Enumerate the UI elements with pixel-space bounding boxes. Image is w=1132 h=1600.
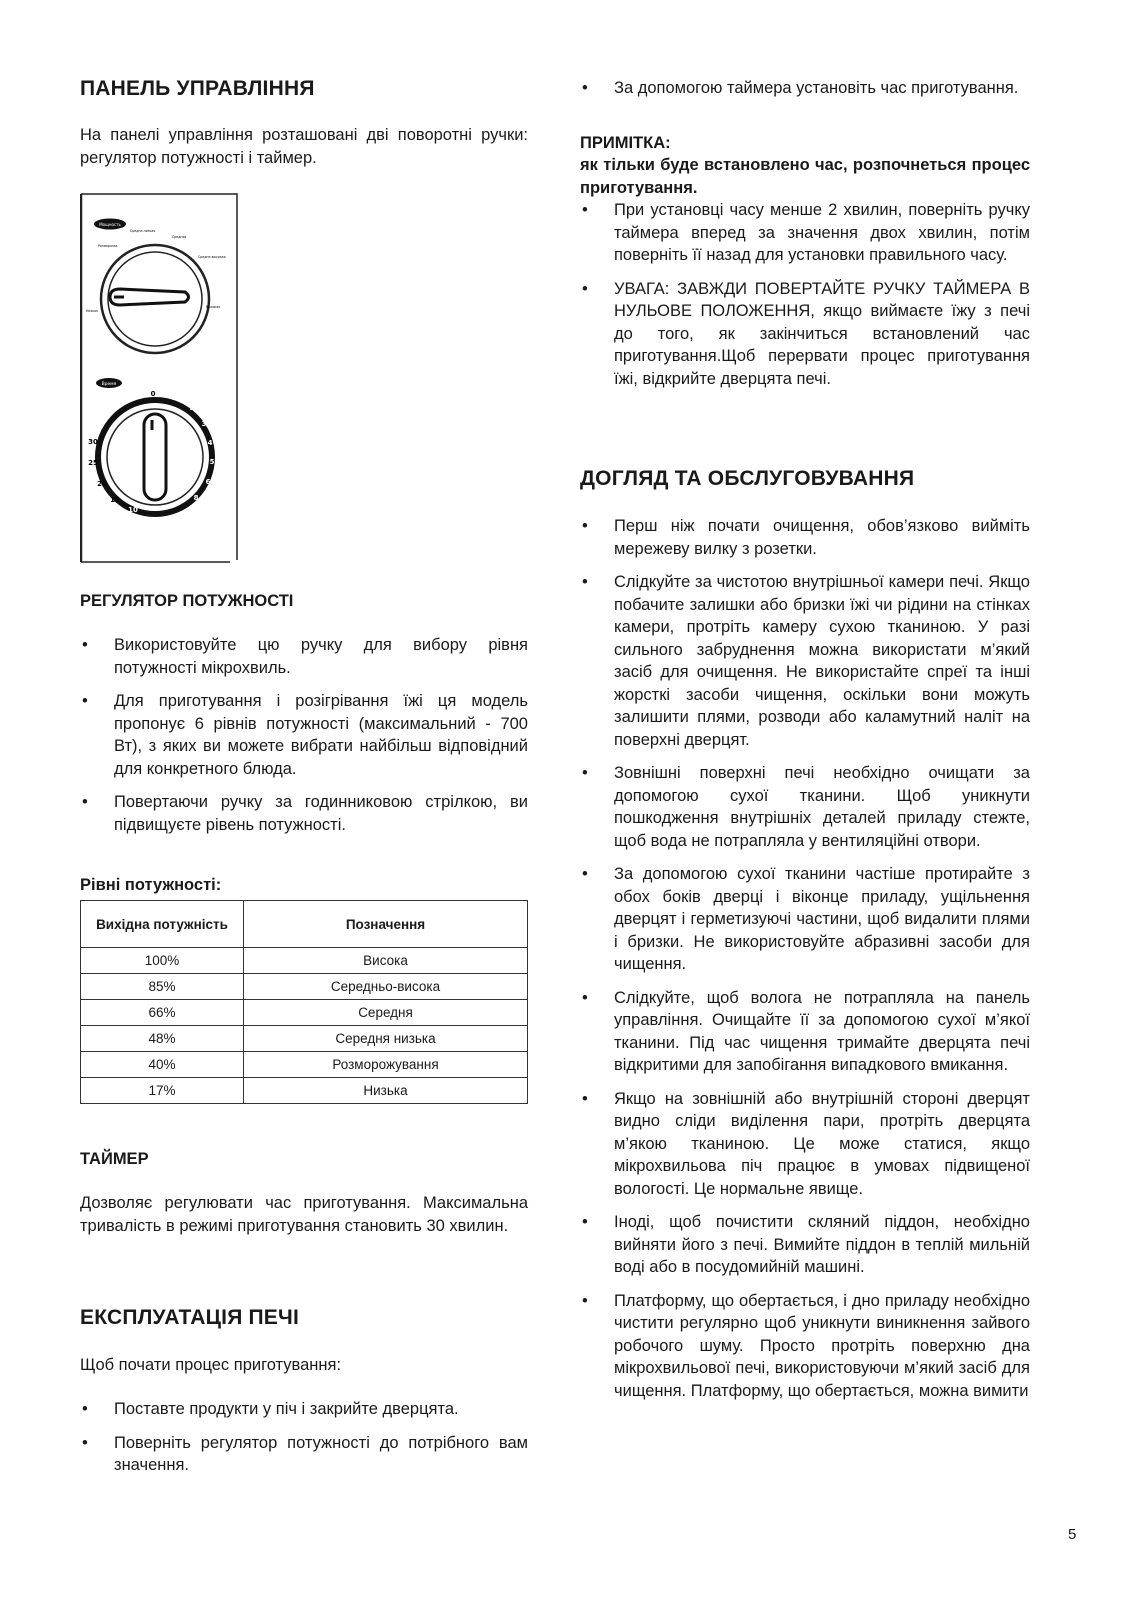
- power-label-low: Низкая: [86, 309, 98, 313]
- table-cell: Низька: [244, 1078, 528, 1104]
- table-cell: 48%: [81, 1026, 244, 1052]
- svg-text:0: 0: [150, 390, 156, 398]
- operation-bullet-list: [80, 1398, 528, 1488]
- list-item: • Повертаючи ручку за годинниковою стрілкою, ви підвищуєте рівень потужності.: [80, 791, 528, 836]
- power-label-med-low: Средне-низкая: [130, 229, 156, 233]
- svg-text:20: 20: [97, 480, 107, 488]
- list-item: • За допомогою таймера установіть час приготування.: [580, 77, 1030, 100]
- table-cell: 66%: [81, 1000, 244, 1026]
- power-levels-title: Рівні потужності:: [80, 876, 222, 894]
- table-row: [81, 1000, 528, 1026]
- timer-badge-label: Время: [101, 382, 117, 387]
- svg-text:15: 15: [110, 496, 120, 504]
- heading-power-regulator: РЕГУЛЯТОР ПОТУЖНОСТІ: [80, 592, 294, 610]
- table-row: [81, 1078, 528, 1104]
- power-label-medium: Средняя: [172, 235, 187, 239]
- power-label-defrost: Разморозка: [98, 244, 118, 248]
- table-cell: 85%: [81, 974, 244, 1000]
- svg-text:5: 5: [209, 458, 215, 466]
- table-row: [81, 974, 528, 1000]
- column-header-output: Вихідна потужність: [81, 901, 244, 948]
- list-item: • Слідкуйте за чистотою внутрішньої камери печі. Якщо побачите залишки або бризки їжі чи рідини на стінках камери, протріть камеру сухою тканиною. У разі сильного забруднення можна використати м’який засіб для очищення. Не використайте спреї та інші жорсткі засоби чищення, оскільки вони можуть залишити плями, розводи або каламутний наліт на поверхні дверцят.: [580, 571, 1030, 751]
- table-row: [81, 948, 528, 974]
- note-bullet-list: [580, 199, 1030, 401]
- operation-intro: Щоб почати процес приготування:: [80, 1356, 342, 1374]
- svg-text:3: 3: [201, 420, 207, 428]
- power-bullet-list: [80, 634, 528, 847]
- table-cell: Розморожування: [244, 1052, 528, 1078]
- table-cell: Середньо-висока: [244, 974, 528, 1000]
- svg-text:4: 4: [207, 439, 213, 447]
- list-item: • Слідкуйте, щоб волога не потрапляла на панель управління. Очищайте її за допомогою сухої м’якої тканини. Під час чищення тримайте дверцята печі відкритими для запобігання випадкового вмикання.: [580, 987, 1030, 1077]
- list-item: • Перш ніж почати очищення, обов’язково вийміть мережеву вилку з розетки.: [580, 515, 1030, 560]
- svg-text:30: 30: [88, 438, 98, 446]
- list-item: • Іноді, щоб почистити скляний піддон, необхідно вийняти його з печі. Вимийте піддон в теплій мильній воді або в посудомийній машині.: [580, 1211, 1030, 1279]
- column-header-designation: Позначення: [244, 901, 528, 948]
- list-item: • Зовнішні поверхні печі необхідно очищати за допомогою сухої тканини. Щоб уникнути пошкодження внутрішніх деталей приладу стежте, щоб вода не потрапляла у вентиляційні отвори.: [580, 762, 1030, 852]
- svg-text:25: 25: [88, 459, 98, 467]
- svg-text:10: 10: [128, 506, 138, 514]
- page-number: 5: [1068, 1526, 1077, 1543]
- table-row: [81, 1026, 528, 1052]
- power-knob: [101, 245, 209, 353]
- svg-text:6: 6: [205, 478, 211, 486]
- list-item: • Використовуйте цю ручку для вибору рівня потужності мікрохвиль.: [80, 634, 528, 679]
- svg-text:1: 1: [171, 394, 177, 402]
- table-cell: 40%: [81, 1052, 244, 1078]
- note-label: ПРИМІТКА:: [580, 134, 671, 152]
- note-text: як тільки буде встановлено час, розпочнеться процес приготування.: [580, 156, 1030, 197]
- intro-text: На панелі управління розташовані дві поворотні ручки: регулятор потужності і таймер.: [80, 126, 528, 167]
- list-item: • Для приготування і розігрівання їжі ця модель пропонує 6 рівнів потужності (максимальний - 700 Вт), з яких ви можете вибрати найбільш відповідний для конкретного блюда.: [80, 690, 528, 780]
- power-levels-table: [80, 900, 528, 1104]
- care-bullet-list: [580, 515, 1030, 1413]
- svg-text:8: 8: [193, 494, 199, 502]
- table-header-row: [81, 901, 528, 948]
- table-cell: Середня: [244, 1000, 528, 1026]
- table-row: [81, 1052, 528, 1078]
- heading-timer: ТАЙМЕР: [80, 1150, 149, 1168]
- timer-text: Дозволяє регулювати час приготування. Максимальна тривалість в режимі приготування становить 30 хвилин.: [80, 1194, 528, 1235]
- power-label-high: Высокая: [206, 305, 221, 309]
- heading-operation: ЕКСПЛУАТАЦІЯ ПЕЧІ: [80, 1306, 300, 1329]
- svg-text:2: 2: [189, 404, 195, 412]
- control-panel-illustration: [80, 192, 238, 568]
- list-item: • Якщо на зовнішній або внутрішній стороні дверцят видно сліди виділення пари, протріть дверцята м’якою тканиною. Це може статися, якщо мікрохвильова піч працює в умовах підвищеної вологості. Це нормальне явище.: [580, 1088, 1030, 1201]
- list-item: • При установці часу менше 2 хвилин, поверніть ручку таймера вперед за значення двох хвилин, потім поверніть її назад для установки правильного часу.: [580, 199, 1030, 267]
- heading-control-panel: ПАНЕЛЬ УПРАВЛІННЯ: [80, 77, 315, 100]
- timer-bullet-list: [580, 77, 1030, 111]
- table-cell: Середня низька: [244, 1026, 528, 1052]
- heading-care: ДОГЛЯД ТА ОБСЛУГОВУВАННЯ: [580, 467, 915, 490]
- list-item: • За допомогою сухої тканини частіше протирайте з обох боків дверці і віконце приладу, ущільнення дверцят і герметизуючі частини, щоб видалити плями і бризки. Не використовуйте абразивні засоби для чищення.: [580, 863, 1030, 976]
- table-cell: Висока: [244, 948, 528, 974]
- power-label-med-high: Средне-высокая: [198, 255, 226, 259]
- power-badge-label: Мощность: [99, 222, 121, 227]
- table-cell: 17%: [81, 1078, 244, 1104]
- list-item: • Платформу, що обертається, і дно приладу необхідно чистити регулярно щоб уникнути виникнення зайвого робочого шуму. Просто протріть поверхню дна мікрохвильової печі, використовуючи м’який засіб для чищення. Платформу, що обертається, можна вимити: [580, 1290, 1030, 1403]
- list-item: • Поставте продукти у піч і закрийте дверцята.: [80, 1398, 528, 1421]
- list-item: • УВАГА: ЗАВЖДИ ПОВЕРТАЙТЕ РУЧКУ ТАЙМЕРА В НУЛЬОВЕ ПОЛОЖЕННЯ, якщо виймаєте їжу з печі до того, як закінчиться встановлений час приготування.Щоб перервати процес приготування їжі, відкрийте дверцята печі.: [580, 278, 1030, 391]
- list-item: • Поверніть регулятор потужності до потрібного вам значення.: [80, 1432, 528, 1477]
- table-cell: 100%: [81, 948, 244, 974]
